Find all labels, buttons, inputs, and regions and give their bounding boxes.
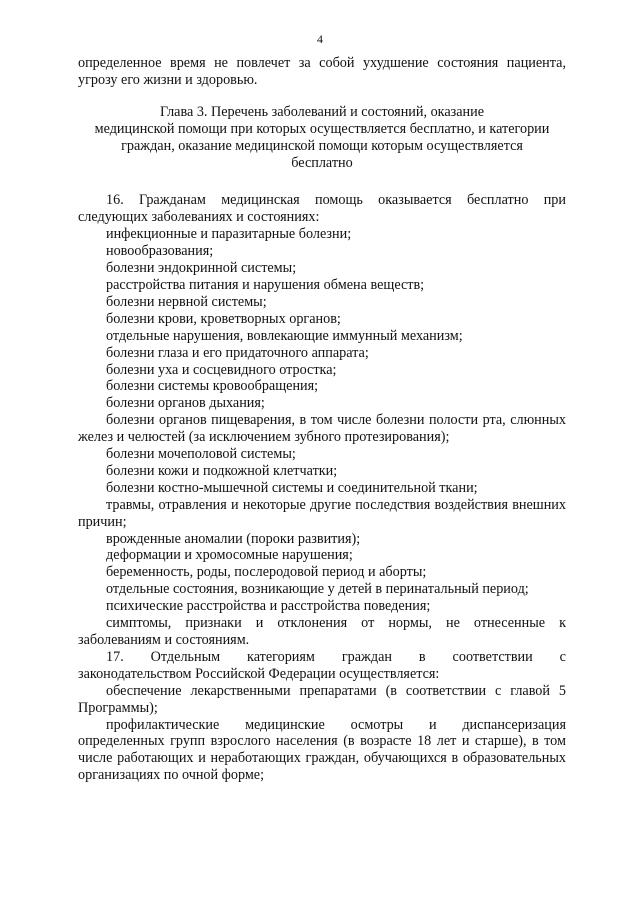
paragraph-17-word: в	[418, 648, 426, 665]
list-item: новообразования;	[106, 243, 214, 260]
list-item: болезни органов дыхания;	[106, 395, 265, 412]
paragraph-17-word: 17.	[106, 648, 124, 665]
paragraph-17-second-line: законодательством Российской Федерации осуществляется:	[78, 665, 440, 682]
page-number: 4	[317, 32, 323, 46]
list-item: болезни кожи и подкожной клетчатки;	[106, 462, 338, 479]
paragraph-16-lead: 16. Гражданам медицинская помощь оказывается бесплатно при следующих заболеваниях и состояниях:	[78, 192, 566, 226]
chapter-heading-line: медицинской помощи при которых осуществляется бесплатно, и категории	[94, 120, 550, 137]
list-item: болезни глаза и его придаточного аппарата;	[106, 344, 369, 361]
paragraph-17-word: с	[559, 648, 566, 665]
list-item: беременность, роды, послеродовой период и аборты;	[106, 564, 427, 581]
list-item: болезни органов пищеварения, в том числе болезни полости рта, слюнных желез и челюстей (за исключением зубного протезирования);	[78, 412, 566, 446]
chapter-heading-line: Глава 3. Перечень заболеваний и состояний, оказание	[159, 103, 485, 120]
list-item: болезни уха и сосцевидного отростка;	[106, 361, 337, 378]
list-item: болезни крови, кроветворных органов;	[106, 310, 341, 327]
list-item: деформации и хромосомные нарушения;	[106, 547, 353, 564]
chapter-heading	[78, 104, 566, 172]
paragraph-17-word: Отдельным	[150, 648, 221, 665]
chapter-heading-line: бесплатно	[291, 154, 353, 171]
paragraph-17-first-line	[78, 649, 566, 666]
list-item: отдельные состояния, возникающие у детей в перинатальный период;	[106, 581, 529, 598]
list-item: инфекционные и паразитарные болезни;	[106, 226, 352, 243]
list-item: болезни костно-мышечной системы и соединительной ткани;	[106, 479, 478, 496]
list-item: расстройства питания и нарушения обмена веществ;	[106, 276, 425, 293]
list-item: болезни системы кровообращения;	[106, 378, 319, 395]
chapter-heading-line: граждан, оказание медицинской помощи которым осуществляется	[121, 137, 523, 154]
document-body	[78, 55, 566, 784]
list-item: обеспечение лекарственными препаратами (в соответствии с главой 5 Программы);	[78, 682, 566, 716]
intro-paragraph: определенное время не повлечет за собой ухудшение состояния пациента, угрозу его жизни и здоровью.	[78, 55, 566, 88]
list-item: травмы, отравления и некоторые другие последствия воздействия внешних причин;	[78, 496, 566, 530]
list-item: профилактические медицинские осмотры и диспансеризация определенных групп взрослого населения (в возрасте 18 лет и старше), в том числе работающих и неработающих граждан, обучающихся в образовательных организациях по очной форме;	[78, 716, 566, 784]
paragraph-16-list	[78, 226, 566, 649]
list-item: болезни нервной системы;	[106, 293, 267, 310]
list-item: отдельные нарушения, вовлекающие иммунный механизм;	[106, 327, 463, 344]
paragraph-17-word: соответствии	[452, 648, 533, 665]
list-item: врожденные аномалии (пороки развития);	[106, 530, 361, 547]
list-item: болезни мочеполовой системы;	[106, 446, 296, 463]
list-item: болезни эндокринной системы;	[106, 260, 297, 277]
list-item: симптомы, признаки и отклонения от нормы, не отнесенные к заболеваниям и состояниям.	[78, 615, 566, 648]
paragraph-17-word: категориям	[247, 648, 315, 665]
paragraph-17-word: граждан	[341, 648, 392, 665]
list-item: психические расстройства и расстройства поведения;	[106, 598, 431, 615]
